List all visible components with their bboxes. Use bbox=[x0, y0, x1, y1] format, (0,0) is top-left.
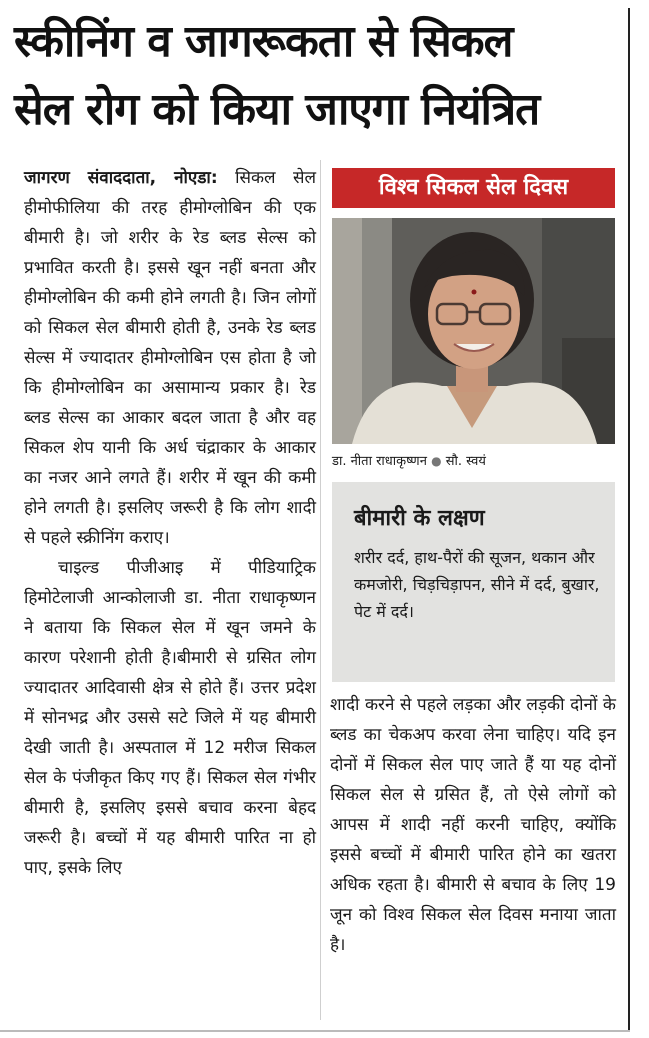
article-paragraph-1 bbox=[24, 163, 316, 553]
page-border-bottom bbox=[0, 1030, 630, 1032]
dateline: जागरण संवाददाता, नोएडा: bbox=[24, 168, 218, 188]
caption-name: डा. नीता राधाकृष्णन bbox=[332, 454, 427, 469]
article-right-column bbox=[330, 690, 616, 960]
world-sickle-cell-day-banner: विश्व सिकल सेल दिवस bbox=[332, 168, 615, 208]
column-divider bbox=[320, 160, 321, 1020]
headline-line-1: स्कीनिंग व जागरूकता से सिकल bbox=[14, 16, 513, 67]
symptoms-text: शरीर दर्द, हाथ-पैरों की सूजन, थकान और कमजोरी, चिड़चिड़ापन, सीने में दर्द, बुखार, पेट में दर्द। bbox=[354, 548, 600, 621]
doctor-photo bbox=[332, 218, 615, 444]
photo-caption bbox=[332, 450, 615, 473]
article-paragraph-2: चाइल्ड पीजीआइ में पीडियाट्रिक हिमोटेलाजी आन्कोलाजी डा. नीता राधाकृष्णन ने बताया कि सिकल सेल में खून जमने के कारण परेशानी होती है।बीमारी से ग्रसित लोग ज्यादातर आदिवासी क्षेत्र से होते हैं। उत्तर प्रदेश में सोनभद्र और उससे सटे जिले में यह बीमारी देखी जाती है। अस्पताल में 12 मरीज सिकल सेल के पंजीकृत किए गए हैं। सिकल सेल गंभीर बीमारी है, इसलिए इससे बचाव करना बेहद जरूरी है। बच्चों में यह बीमारी पारित ना हो पाए, इसके लिए bbox=[24, 558, 316, 878]
caption-credit: सौ. स्वयं bbox=[445, 454, 486, 469]
page-border-right bbox=[628, 8, 630, 1030]
article-paragraph-3: शादी करने से पहले लड़का और लड़की दोनों के ब्लड का चेकअप करवा लेना चाहिए। यदि इन दोनों में सिकल सेल पाए जाते हैं या यह दोनों सिकल सेल से ग्रसित हैं, तो ऐसे लोगों को आपस में शादी नहीं करनी चाहिए, क्योंकि इससे बच्चों में बीमारी पारित होने का खतरा अधिक रहता है। बीमारी से बचाव के लिए 19 जून को विश्व सिकल सेल दिवस मनाया जाता है। bbox=[330, 695, 616, 955]
article-paragraph-1-text: सिकल सेल हीमोफीलिया की तरह हीमोग्लोबिन की एक बीमारी है। जो शरीर के रेड ब्लड सेल्स को प्रभावित करती है। इससे खून नहीं बनता और हीमोग्लोबिन की कमी होने लगती है। जिन लोगों को सिकल सेल बीमारी होती है, उनके रेड ब्लड सेल्स में ज्यादातर हीमोग्लोबिन एस होता है जो कि हीमोग्लोबिन का असामान्य प्रकार है। रेड ब्लड सेल्स का आकार बदल जाता है और वह सिकल शेप यानी कि अर्ध चंद्राकार के आकार का नजर आने लगते हैं। शरीर में खून की कमी होने लगती है। इसलिए जरूरी है कि लोग शादी से पहले स्क्रीनिंग कराए। bbox=[24, 168, 316, 548]
symptoms-box bbox=[332, 482, 615, 682]
headline bbox=[14, 8, 614, 144]
headline-line-2: सेल रोग को किया जाएगा नियंत्रित bbox=[14, 84, 540, 135]
caption-separator-icon: ● bbox=[431, 454, 442, 468]
article-left-column bbox=[24, 163, 316, 883]
portrait-image bbox=[332, 218, 615, 444]
symptoms-title: बीमारी के लक्षण bbox=[354, 506, 485, 531]
